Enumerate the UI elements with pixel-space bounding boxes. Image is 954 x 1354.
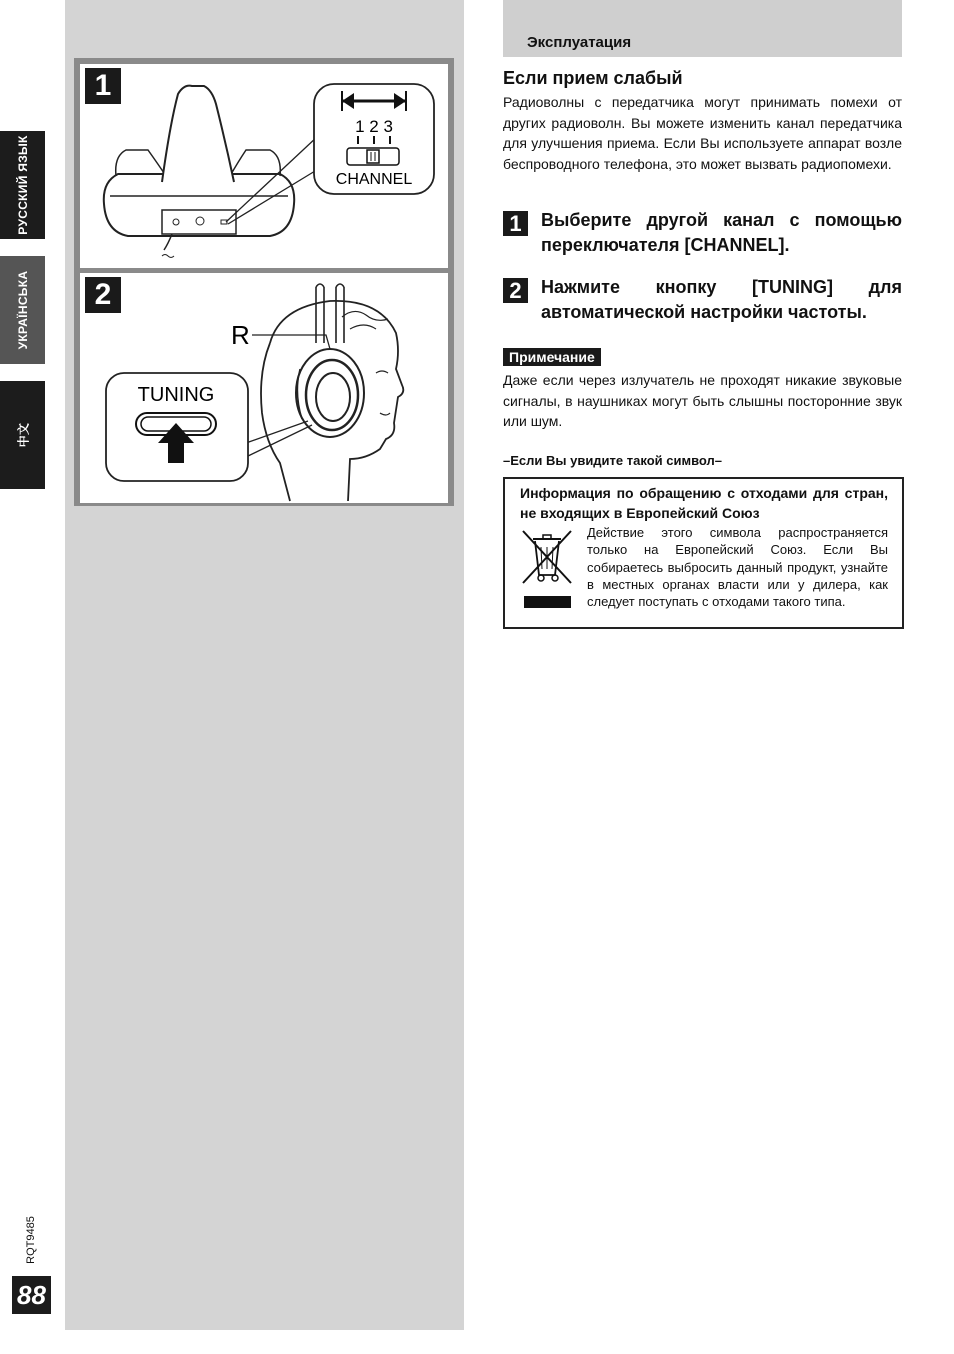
language-tab-ukrainian xyxy=(0,256,45,364)
language-tab-russian-label: РУССКИЙ ЯЗЫК xyxy=(15,135,30,235)
language-tab-russian xyxy=(0,131,45,239)
step-1-number: 1 xyxy=(503,211,528,236)
disposal-info-text: Действие этого символа распространяется только на Европейский Союз. Если Вы собираетесь выбросить данный продукт, узнайте в местных органах власти или у дилера, как следует поступать с отходами такого типа. xyxy=(587,525,888,610)
channel-numbers: 1 2 3 xyxy=(355,117,393,136)
disposal-info-box xyxy=(503,477,904,629)
instruction-step-2 xyxy=(503,275,902,330)
language-tab-ukrainian-label: УКРАЇНСЬКА xyxy=(15,270,30,350)
figure-panel-channel xyxy=(80,64,448,268)
symbol-heading: –Если Вы увидите такой символ– xyxy=(503,453,723,468)
crossed-out-bin-icon xyxy=(519,525,575,587)
intro-paragraph: Радиоволны с передатчика могут принимать помехи от других радиоволн. Вы можете изменить канал передатчика для улучшения приема. Если Вы используете аппарат возле беспроводного телефона, это может вызвать радиопомехи. xyxy=(503,94,902,172)
disposal-info-title: Информация по обращению с отходами для стран, не входящих в Европейский Союз xyxy=(520,485,888,521)
page-number: 88 xyxy=(12,1276,51,1314)
step-2-number: 2 xyxy=(503,278,528,303)
step-2-text: Нажмите кнопку [TUNING] для автоматической настройки частоты. xyxy=(541,277,902,322)
note-text: Даже если через излучатель не проходят никакие звуковые сигналы, в наушниках могут быть слышны посторонние звук или шум. xyxy=(503,372,902,429)
transmitter-illustration xyxy=(80,64,448,268)
document-code-text: RQT9485 xyxy=(25,1216,37,1264)
figure-panel-tuning xyxy=(80,273,448,503)
document-code xyxy=(20,1210,42,1270)
language-tab-chinese-label: 中文 xyxy=(16,422,30,448)
note-label: Примечание xyxy=(503,348,601,366)
headphones-illustration xyxy=(80,273,448,503)
page-heading: Если прием слабый xyxy=(503,68,683,88)
tuning-label: TUNING xyxy=(137,384,215,406)
step-1-text: Выберите другой канал с помощью переключателя [CHANNEL]. xyxy=(541,210,902,255)
section-title: Эксплуатация xyxy=(527,34,632,51)
language-tab-chinese xyxy=(0,381,45,489)
channel-label: CHANNEL xyxy=(335,171,413,188)
right-channel-label: R xyxy=(231,320,250,350)
weee-bar xyxy=(524,596,571,608)
figure-step-2-badge: 2 xyxy=(85,277,121,313)
section-header xyxy=(503,0,902,57)
figure-step-1-badge: 1 xyxy=(85,68,121,104)
instruction-step-1 xyxy=(503,208,902,263)
figure-frame xyxy=(74,58,454,506)
